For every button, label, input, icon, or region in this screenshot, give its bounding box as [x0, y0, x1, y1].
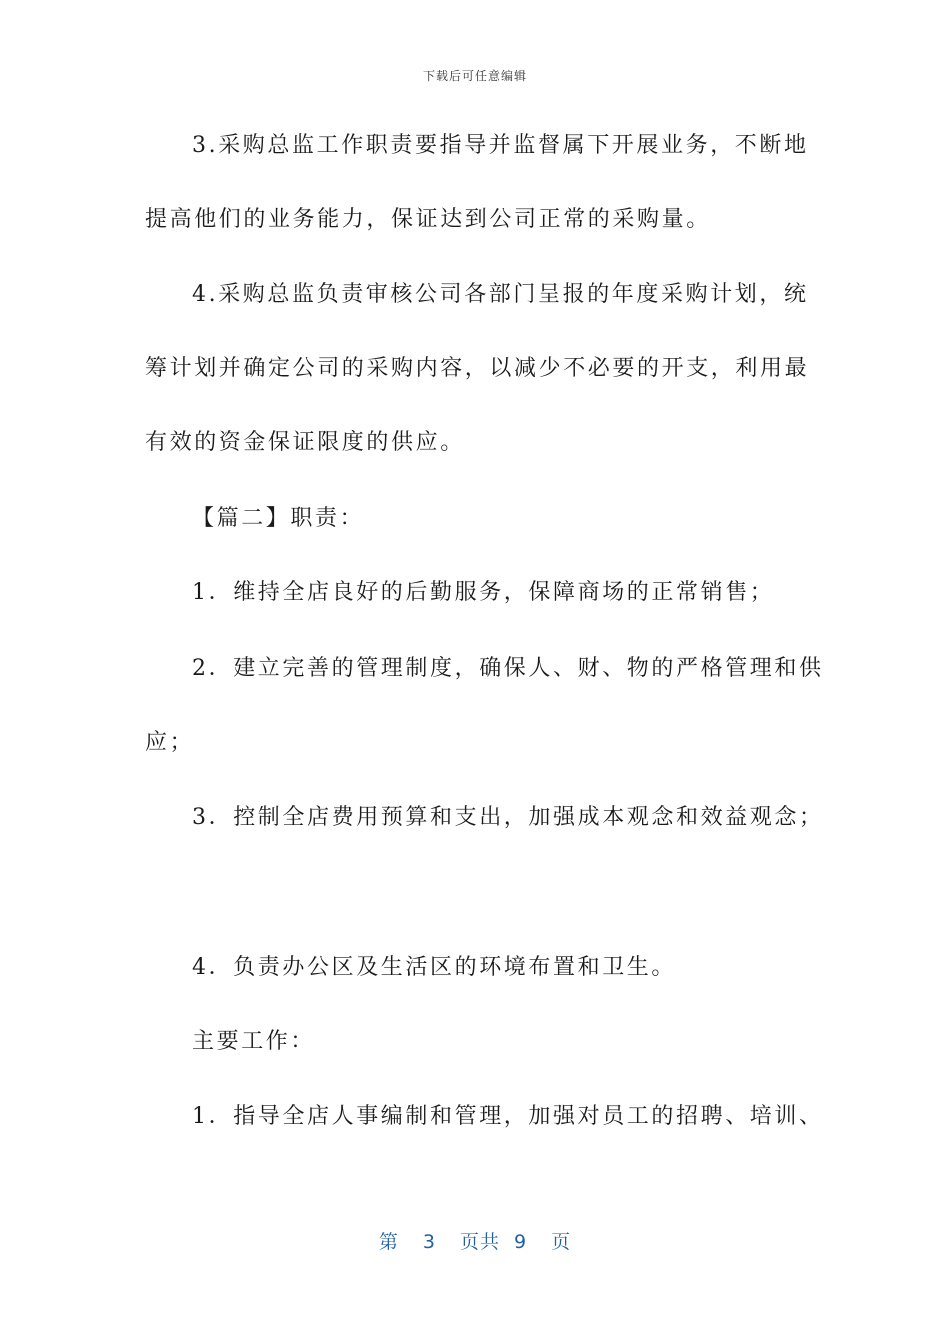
- list-item-continuation: 应；: [145, 730, 195, 755]
- total-pages-number: 9: [514, 1231, 528, 1253]
- footer-middle: 页共: [459, 1231, 500, 1253]
- list-item: 3．控制全店费用预算和支出，加强成本观念和效益观念；: [192, 805, 824, 830]
- list-item: 2．建立完善的管理制度，确保人、财、物的严格管理和供: [192, 656, 824, 681]
- section-heading: 【篇二】职责：: [192, 506, 365, 531]
- paragraph-line: 筹计划并确定公司的采购内容，以减少不必要的开支，利用最: [145, 356, 810, 381]
- paragraph-line: 提高他们的业务能力，保证达到公司正常的采购量。: [145, 207, 711, 232]
- paragraph-line: 3.采购总监工作职责要指导并监督属下开展业务，不断地: [192, 133, 809, 158]
- subheading: 主要工作：: [192, 1029, 316, 1054]
- page-footer: [0, 1227, 950, 1254]
- paragraph-line: 有效的资金保证限度的供应。: [145, 430, 465, 455]
- page-header-note: 下载后可任意编辑: [422, 69, 527, 83]
- list-item: 1．指导全店人事编制和管理，加强对员工的招聘、培训、: [192, 1104, 824, 1129]
- footer-suffix: 页: [551, 1231, 572, 1253]
- list-item: 4．负责办公区及生活区的环境布置和卫生。: [192, 955, 676, 980]
- paragraph-line: 4.采购总监负责审核公司各部门呈报的年度采购计划，统: [192, 282, 809, 307]
- list-item: 1．维持全店良好的后勤服务，保障商场的正常销售；: [192, 580, 775, 605]
- footer-prefix: 第: [378, 1231, 399, 1253]
- current-page-number: 3: [422, 1231, 436, 1253]
